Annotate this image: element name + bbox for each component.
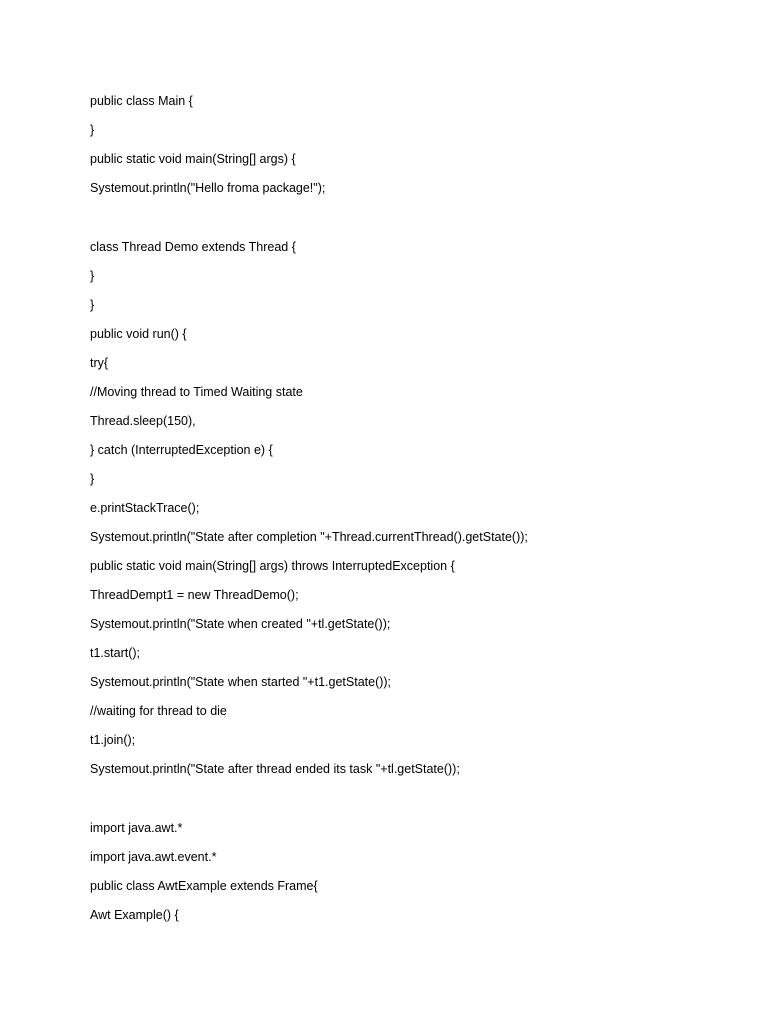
code-line: class Thread Demo extends Thread { [90,240,296,254]
code-line: try{ [90,356,109,370]
code-line: Systemout.println("Hello froma package!"); [90,181,326,195]
code-line: Systemout.println("State after completion "+Thread.currentThread().getState()); [90,530,528,544]
code-line: ThreadDempt1 = new ThreadDemo(); [90,588,299,602]
code-line: } [90,123,95,137]
code-line: Systemout.println("State when started "+t1.getState()); [90,675,392,689]
code-line: import java.awt.event.* [90,850,217,864]
code-line: public static void main(String[] args) { [90,152,296,166]
code-line: } [90,269,95,283]
code-line: } [90,472,95,486]
code-line: t1.start(); [90,646,141,660]
code-line: public class Main { [90,94,193,108]
code-line: Systemout.println("State when created "+tl.getState()); [90,617,391,631]
code-line: public void run() { [90,327,187,341]
code-line: import java.awt.* [90,821,183,835]
code-line: Thread.sleep(150), [90,414,196,428]
code-line: public class AwtExample extends Frame{ [90,879,318,893]
code-line: } catch (InterruptedException e) { [90,443,273,457]
code-comment: //waiting for thread to die [90,704,227,718]
code-line: Systemout.println("State after thread ended its task "+tl.getState()); [90,762,460,776]
code-line: } [90,298,95,312]
code-line: public static void main(String[] args) throws InterruptedException { [90,559,455,573]
code-comment: //Moving thread to Timed Waiting state [90,385,303,399]
code-line: t1.join(); [90,733,136,747]
code-line: Awt Example() { [90,908,179,922]
code-line: e.printStackTrace(); [90,501,200,515]
